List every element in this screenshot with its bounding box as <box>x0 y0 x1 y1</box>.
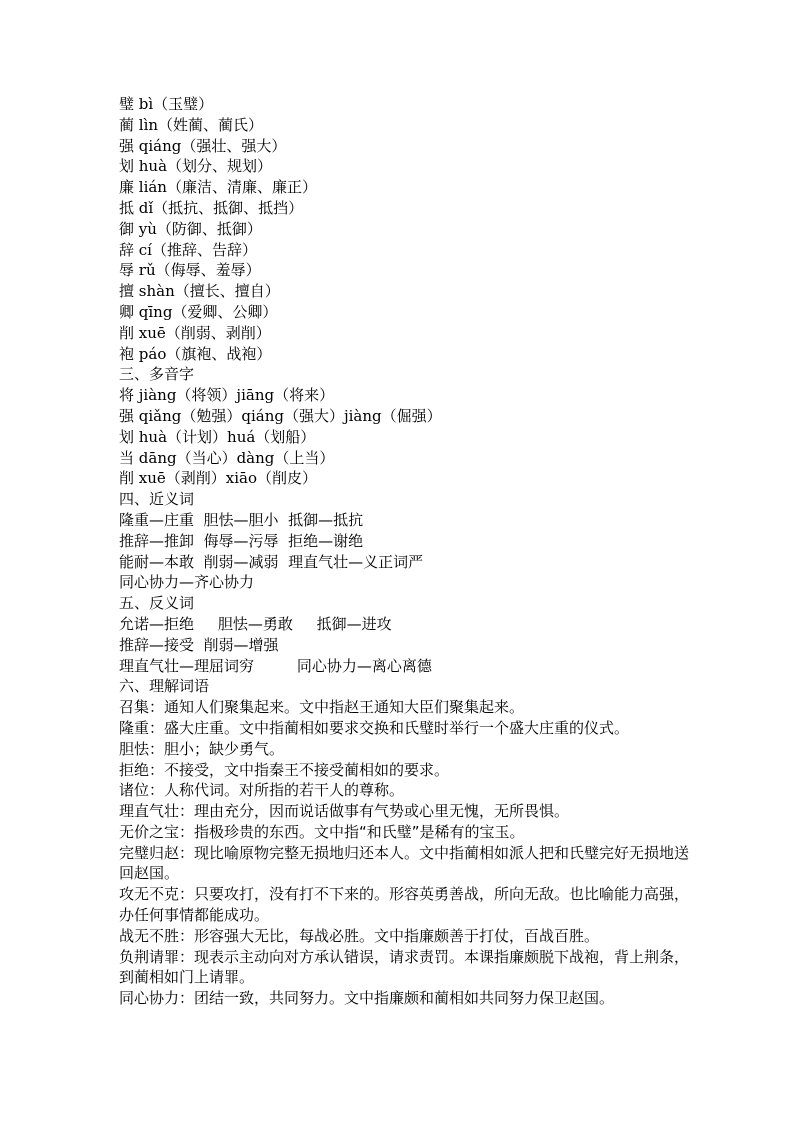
antonym-line: 允诺—拒绝 胆怯—勇敢 抵御—进攻 <box>119 614 392 633</box>
polyphone-item: 将 jiàng（将领）jiāng（将来） <box>119 386 335 405</box>
definition-item: 理直气壮：理由充分，因而说话做事有气势或心里无愧，无所畏惧。 <box>119 802 570 821</box>
vocab-item: 削 xuē（削弱、剥削） <box>119 323 271 342</box>
polyphone-item: 划 huà（计划）huá（划船） <box>119 427 316 446</box>
section-heading-definitions: 六、理解词语 <box>119 677 210 696</box>
section-heading-synonyms: 四、近义词 <box>119 490 195 509</box>
antonym-line: 理直气壮—理屈词穷 同心协力—离心离德 <box>119 656 432 675</box>
polyphone-item: 当 dāng（当心）dàng（上当） <box>119 448 335 467</box>
definition-list <box>119 697 689 1009</box>
section-heading-polyphones: 三、多音字 <box>119 365 195 384</box>
vocab-item: 擅 shàn（擅长、擅自） <box>119 282 280 301</box>
document-page <box>119 94 689 1009</box>
definition-item: 完璧归赵：现比喻原物完整无损地归还本人。文中指蔺相如派人把和氏璧完好无损地送回赵国。 <box>119 843 690 883</box>
definition-item: 诸位：人称代词。对所指的若干人的尊称。 <box>119 781 405 800</box>
antonym-line: 推辞—接受 削弱—增强 <box>119 635 279 654</box>
vocab-item: 袍 páo（旗袍、战袍） <box>119 344 272 363</box>
definition-item: 负荆请罪：现表示主动向对方承认错误，请求责罚。本课指廉颇脱下战袍，背上荆条，到蔺相如门上请罪。 <box>119 947 690 987</box>
vocab-item: 辱 rǔ（侮辱、羞辱） <box>119 261 261 280</box>
vocab-item: 强 qiáng（强壮、强大） <box>119 136 287 155</box>
vocab-item: 抵 dǐ（抵抗、抵御、抵挡） <box>119 198 304 217</box>
definition-item: 战无不胜：形容强大无比，每战必胜。文中指廉颇善于打仗，百战百胜。 <box>119 926 600 945</box>
definition-item: 隆重：盛大庄重。文中指蔺相如要求交换和氏璧时举行一个盛大庄重的仪式。 <box>119 718 630 737</box>
polyphone-item: 削 xuē（剥削）xiāo（削皮） <box>119 469 317 488</box>
polyphone-item: 强 qiǎng（勉强）qiáng（强大）jiàng（倔强） <box>119 406 442 425</box>
definition-item: 胆怯：胆小；缺少勇气。 <box>119 739 285 758</box>
section-heading-antonyms: 五、反义词 <box>119 594 195 613</box>
definition-item: 召集：通知人们聚集起来。文中指赵王通知大臣们聚集起来。 <box>119 698 525 717</box>
synonym-line: 能耐—本敢 削弱—减弱 理直气壮—义正词严 <box>119 552 424 571</box>
definition-item: 攻无不克：只要攻打，没有打不下来的。形容英勇善战，所向无敌。也比喻能力高强，办任何事情都能成功。 <box>119 885 690 925</box>
synonym-list <box>119 510 689 593</box>
synonym-line: 同心协力—齐心协力 <box>119 573 255 592</box>
polyphone-list <box>119 385 689 489</box>
vocab-item: 御 yù（防御、抵御） <box>119 219 262 238</box>
vocab-item: 廉 lián（廉洁、清廉、廉正） <box>119 178 317 197</box>
vocab-list <box>119 94 689 364</box>
definition-item: 无价之宝：指极珍贵的东西。文中指“和氏璧”是稀有的宝玉。 <box>119 822 525 841</box>
vocab-item: 划 huà（划分、规划） <box>119 157 273 176</box>
definition-item: 拒绝：不接受，文中指秦王不接受蔺相如的要求。 <box>119 760 450 779</box>
vocab-item: 蔺 lìn（姓蔺、蔺氏） <box>119 115 264 134</box>
synonym-line: 隆重—庄重 胆怯—胆小 抵御—抵抗 <box>119 510 364 529</box>
synonym-line: 推辞—推卸 侮辱—污辱 拒绝—谢绝 <box>119 531 364 550</box>
vocab-item: 辞 cí（推辞、告辞） <box>119 240 257 259</box>
antonym-list <box>119 614 689 676</box>
vocab-item: 卿 qīng（爱卿、公卿） <box>119 302 278 321</box>
vocab-item: 璧 bì（玉璧） <box>119 95 214 113</box>
definition-item: 同心协力：团结一致，共同努力。文中指廉颇和蔺相如共同努力保卫赵国。 <box>119 989 615 1008</box>
